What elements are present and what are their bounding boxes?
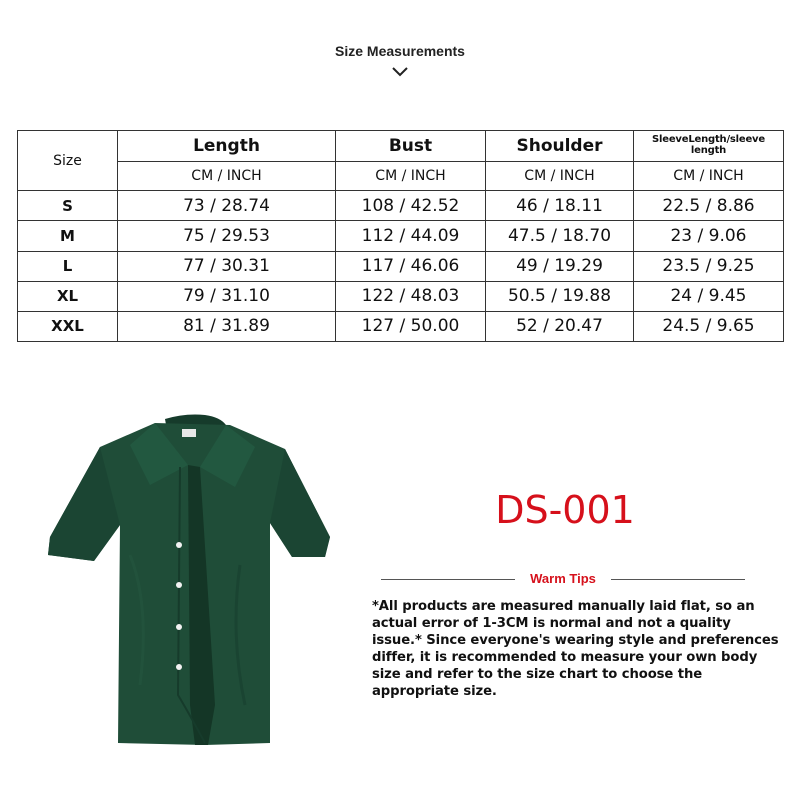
divider [381,579,515,580]
sleeve-cell: 23.5 / 9.25 [634,251,784,281]
shoulder-cell: 49 / 19.29 [486,251,634,281]
sleeve-cell: 24.5 / 9.65 [634,311,784,341]
size-cell: S [18,191,118,221]
product-shirt-image [30,405,350,750]
table-row [18,251,784,281]
sleeve-cell: 24 / 9.45 [634,281,784,311]
length-cell: 77 / 30.31 [118,251,336,281]
size-column-header: Size [18,131,118,191]
table-row [18,311,784,341]
table-row [18,221,784,251]
column-header-bust: Bust [336,131,486,162]
warm-tips-heading: Warm Tips [530,571,596,586]
table-row [18,191,784,221]
column-header-shoulder: Shoulder [486,131,634,162]
column-header-length: Length [118,131,336,162]
bust-cell: 108 / 42.52 [336,191,486,221]
product-model-code: DS-001 [495,488,635,532]
bust-cell: 112 / 44.09 [336,221,486,251]
bust-cell: 117 / 46.06 [336,251,486,281]
divider [611,579,745,580]
shoulder-cell: 52 / 20.47 [486,311,634,341]
sleeve-cell: 22.5 / 8.86 [634,191,784,221]
shoulder-cell: 46 / 18.11 [486,191,634,221]
length-cell: 75 / 29.53 [118,221,336,251]
unit-label: CM / INCH [336,162,486,191]
bust-cell: 122 / 48.03 [336,281,486,311]
length-cell: 73 / 28.74 [118,191,336,221]
length-cell: 81 / 31.89 [118,311,336,341]
size-cell: M [18,221,118,251]
column-header-sleeve-length: SleeveLength/sleeve length [634,131,784,162]
shoulder-cell: 47.5 / 18.70 [486,221,634,251]
unit-label: CM / INCH [634,162,784,191]
size-cell: L [18,251,118,281]
unit-label: CM / INCH [486,162,634,191]
sleeve-cell: 23 / 9.06 [634,221,784,251]
chevron-down-icon [391,66,409,78]
unit-label: CM / INCH [118,162,336,191]
table-row [18,281,784,311]
size-cell: XL [18,281,118,311]
page-title: Size Measurements [335,43,465,59]
length-cell: 79 / 31.10 [118,281,336,311]
size-chart-table [17,130,784,342]
warm-tips-text: *All products are measured manually laid flat, so an actual error of 1-3CM is normal and not a quality issue.* Since everyone's wearing style and preferences differ, it is recommended to measure your own body size and refer to the size chart to choose the appropriate size. [372,599,779,699]
shoulder-cell: 50.5 / 19.88 [486,281,634,311]
bust-cell: 127 / 50.00 [336,311,486,341]
size-cell: XXL [18,311,118,341]
